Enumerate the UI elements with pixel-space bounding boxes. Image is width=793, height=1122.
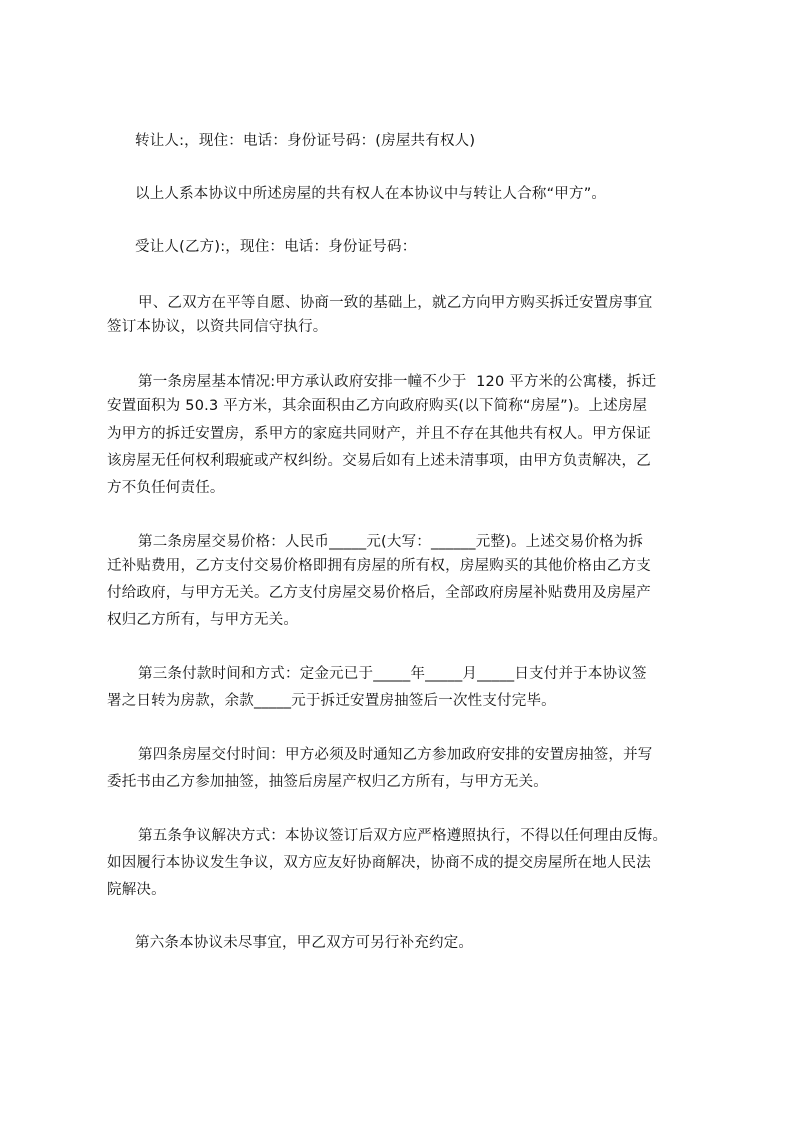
article-2-line-4: 权归乙方所有，与甲方无关。 [107,612,299,628]
co-owner-statement: 以上人系本协议中所述房屋的共有权人在本协议中与转让人合称“甲方”。 [135,186,607,202]
article-6-line-1: 第六条本协议未尽事宜，甲乙双方可另行补充约定。 [135,935,474,951]
article-4-line-1: 第四条房屋交付时间：甲方必须及时通知乙方参加政府安排的安置房抽签，并写 [138,747,653,763]
preamble-line-1: 甲、乙双方在平等自愿、协商一致的基础上，就乙方向甲方购买拆迁安置房事宜 [138,295,653,311]
article-2-line-2: 迁补贴费用，乙方支付交易价格即拥有房屋的所有权，房屋购买的其他价格由乙方支 [107,558,651,574]
article-5-line-1: 第五条争议解决方式：本协议签订后双方应严格遵照执行，不得以任何理由反悔。 [138,828,668,844]
article-1-line-1: 第一条房屋基本情况:甲方承认政府安排一幢不少于 120 平方米的公寓楼，拆迁 [138,374,657,390]
article-5-line-3: 院解决。 [107,882,166,898]
article-1-line-3: 为甲方的拆迁安置房，系甲方的家庭共同财产，并且不存在其他共有权人。甲方保证 [107,426,651,442]
article-1-line-5: 方不负任何责任。 [107,480,225,496]
article-1-line-4: 该房屋无任何权利瑕疵或产权纠纷。交易后如有上述未清事项，由甲方负责解决，乙 [107,453,651,469]
party-b-transferee-line: 受让人(乙方):，现住：电话：身份证号码： [135,239,417,255]
article-2-line-3: 付给政府，与甲方无关。乙方支付房屋交易价格后，全部政府房屋补贴费用及房屋产 [107,585,651,601]
article-3-line-1: 第三条付款时间和方式：定金元已于_____年_____月_____日支付并于本协议签 [138,666,647,682]
article-1-line-2: 安置面积为 50.3 平方米，其余面积由乙方向政府购买(以下简称“房屋”)。上述房屋 [107,398,648,414]
article-2-line-1: 第二条房屋交易价格：人民币_____元(大写：______元整)。上述交易价格为拆 [138,534,644,550]
article-3-line-2: 署之日转为房款，余款_____元于拆迁安置房抽签后一次性支付完毕。 [107,693,556,709]
article-5-line-2: 如因履行本协议发生争议，双方应友好协商解决，协商不成的提交房屋所在地人民法 [107,855,651,871]
preamble-line-2: 签订本协议，以资共同信守执行。 [107,319,328,335]
article-4-line-2: 委托书由乙方参加抽签，抽签后房屋产权归乙方所有，与甲方无关。 [107,774,548,790]
party-a-transferor-line: 转让人:，现住：电话：身份证号码：(房屋共有权人) [135,133,476,149]
